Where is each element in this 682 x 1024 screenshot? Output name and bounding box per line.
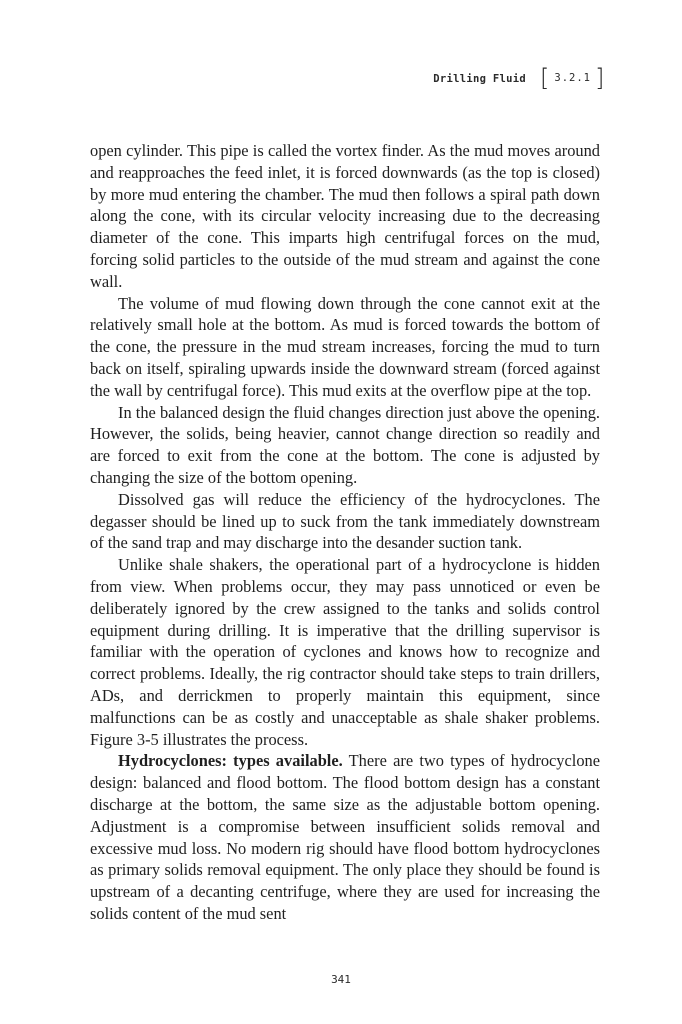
paragraph-text: There are two types of hydrocyclone design: balanced and flood bottom. The flood bottom design has a constant discharge at the bottom, the same size as the adjustable bottom opening. Adjustment is a compromise between insufficient solids removal and excessive mud loss. No modern rig should have flood bottom hydrocyclones as primary solids removal equipment. The only place they should be found is upstream of a decanting centrifuge, where they are used for increasing the solids content of the mud sent (90, 751, 600, 923)
paragraph (90, 293, 600, 402)
close-bracket: ] (594, 64, 606, 92)
paragraph (90, 402, 600, 489)
section-number-group (540, 66, 605, 92)
paragraph-text: In the balanced design the fluid changes direction just above the opening. However, the solids, being heavier, cannot change direction so readily and are forced to exit from the cone at the bottom. The cone is adjusted by changing the size of the bottom opening. (90, 402, 600, 487)
section-title: Drilling Fluid (433, 73, 526, 85)
paragraph-text: The volume of mud flowing down through the cone cannot exit at the relatively small hole at the bottom. As mud is forced towards the bottom of the cone, the pressure in the mud stream increases, forcing the mud to turn back on itself, spiraling upwards inside the downward stream (forced against the wall by centrifugal force). This mud exits at the overflow pipe at the top. (90, 293, 600, 400)
page-number: 341 (331, 973, 351, 986)
paragraph (90, 489, 600, 554)
paragraph-text: Unlike shale shakers, the operational part of a hydrocyclone is hidden from view. When problems occur, they may pass unnoticed or even be deliberately ignored by the crew assigned to the tanks and solids control equipment during drilling. It is imperative that the drilling supervisor is familiar with the operation of cyclones and knows how to recognize and correct problems. Ideally, the rig contractor should take steps to train drillers, ADs, and derrickmen to properly maintain this equipment, since malfunctions can be as costly and unacceptable as shale shaker problems. Figure 3-5 illustrates the process. (90, 555, 600, 749)
running-header (0, 66, 682, 96)
body-text (90, 140, 600, 925)
paragraph (90, 750, 600, 924)
open-bracket: [ (540, 64, 551, 92)
paragraph-run-in-heading: Hydrocyclones: types available. (118, 751, 343, 771)
paragraph (90, 140, 600, 293)
paragraph-text: Dissolved gas will reduce the efficiency of the hydrocyclones. The degasser should be lined up to suck from the tank immediately downstream of the sand trap and may discharge into the desander suction tank. (90, 489, 600, 553)
paragraph (90, 554, 600, 750)
section-number: 3.2.1 (554, 72, 591, 84)
paragraph-text: open cylinder. This pipe is called the vortex finder. As the mud moves around and reapproaches the feed inlet, it is forced downwards (as the top is closed) by more mud entering the chamber. The mud then follows a spiral path down along the cone, with its circular velocity increasing due to the decreasing diameter of the cone. This imparts high centrifugal forces on the mud, forcing solid particles to the outside of the mud stream and against the cone wall. (90, 141, 600, 291)
